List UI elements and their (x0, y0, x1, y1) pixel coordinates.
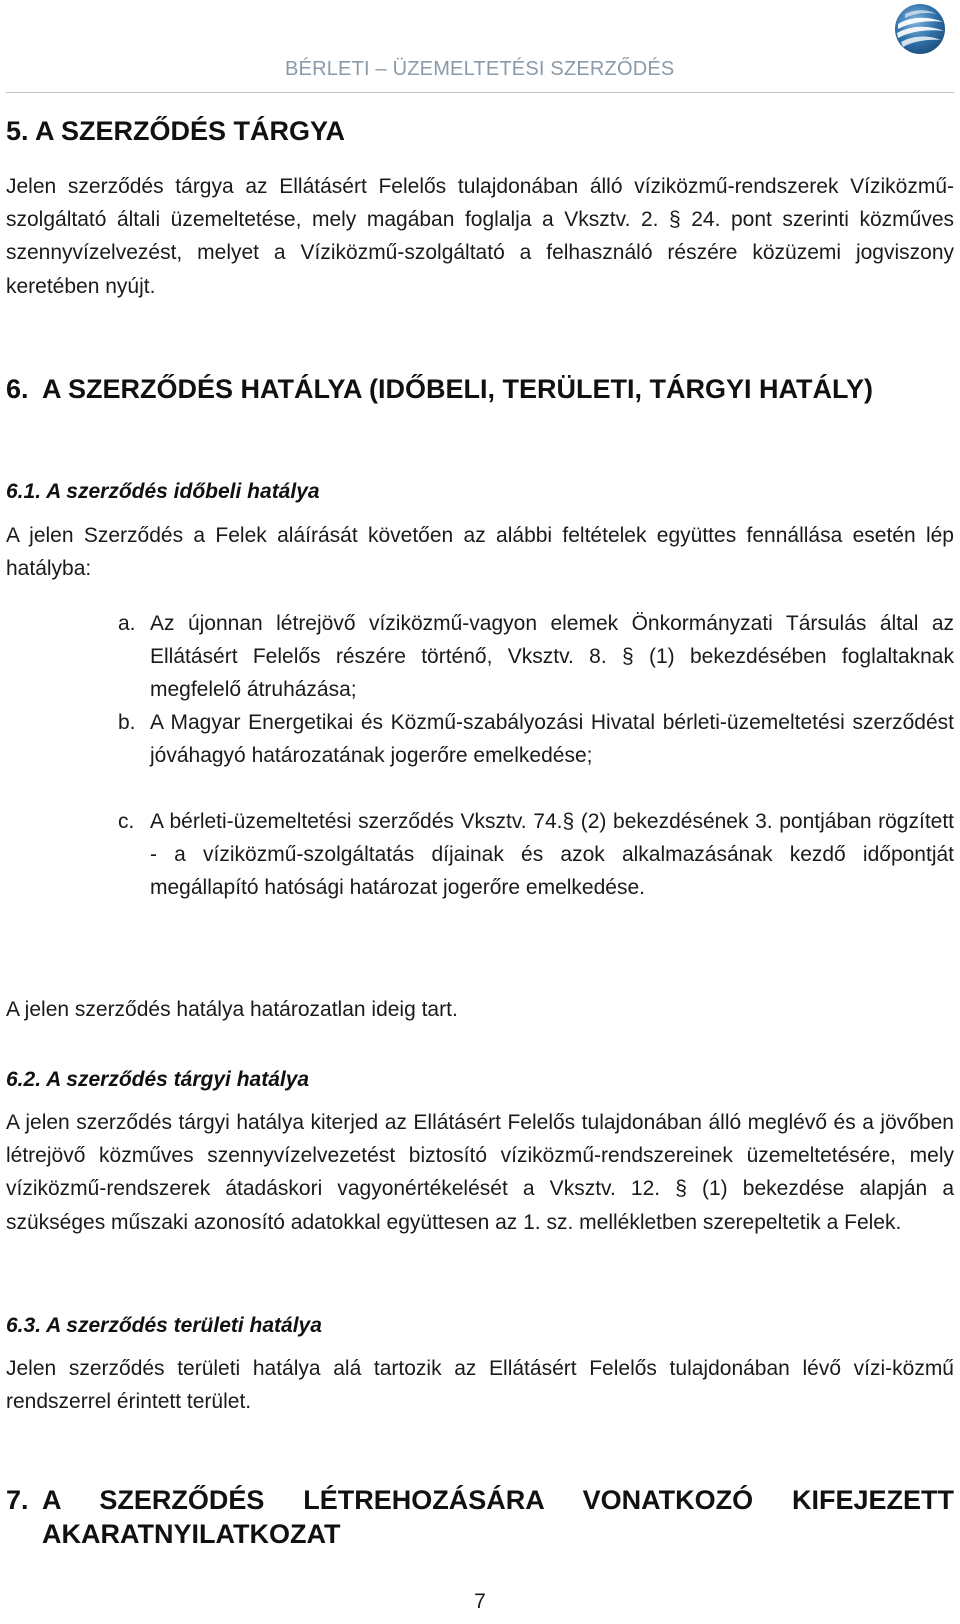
subsection-6-3-paragraph: Jelen szerződés területi hatálya alá tartozik az Ellátásért Felelős tulajdonában lévő vízi-közmű rendszerrel érintett terület. (6, 1357, 954, 1414)
list-item-label: c. (118, 810, 135, 833)
section-6-number: 6. (6, 374, 29, 404)
list-item-b (118, 706, 954, 806)
section-7-heading-block (6, 1483, 954, 1551)
list-item-text: Az újonnan létrejövő víziközmű-vagyon elemek Önkormányzati Társulás által az Ellátásért Felelős részére történő, Vksztv. 8. § (1) bekezdésében foglaltaknak megfelelő átruházása; (150, 612, 954, 702)
subsection-6-2-paragraph: A jelen szerződés tárgyi hatálya kiterjed az Ellátásért Felelős tulajdonában álló meglévő és a jövőben létrejövő közműves szennyvízelvezetést biztosító víziközmű-rendszereinek üzemeltetésére, mely víziközmű-rendszerek átadáskori vagyonértékelését a Vksztv. 12. § (1) bekezdése alapján a szükséges műszaki azonosító adatokkal együttesen az 1. sz. mellékletben szerepeltetik a Felek. (6, 1111, 954, 1234)
list-item-text: A Magyar Energetikai és Közmű-szabályozási Hivatal bérleti-üzemeltetési szerződést jóváhagyó határozatának jogerőre emelkedése; (150, 711, 954, 768)
section-6-heading: A SZERZŐDÉS HATÁLYA (IDŐBELI, TERÜLETI, TÁRGYI HATÁLY) (42, 374, 874, 404)
subsection-6-3-heading: 6.3. A szerződés területi hatálya (6, 1314, 322, 1337)
section-7-heading: A SZERZŐDÉS LÉTREHOZÁSÁRA VONATKOZÓ KIFEJEZETT AKARATNYILATKOZAT (42, 1485, 954, 1549)
header-divider (6, 92, 954, 93)
list-item-text: A bérleti-üzemeltetési szerződés Vksztv. 74.§ (2) bekezdésének 3. pontjában rögzített - a víziközmű-szolgáltatás díjainak és azok alkalmazásának kezdő időpontját megállapító hatósági határozat jogerőre emelkedése. (150, 810, 954, 900)
section-6-heading-block (6, 372, 954, 440)
document-header-title: BÉRLETI – ÜZEMELTETÉSI SZERZŐDÉS (285, 58, 675, 80)
list-item-label: b. (118, 711, 136, 734)
subsection-6-1-closing: A jelen szerződés hatálya határozatlan ideig tart. (6, 998, 458, 1021)
subsection-6-1-heading: 6.1. A szerződés időbeli hatálya (6, 480, 320, 503)
section-7-number: 7. (6, 1485, 29, 1515)
subsection-6-1-intro: A jelen Szerződés a Felek aláírását követően az alábbi feltételek együttes fennállása esetén lép hatályba: (6, 524, 954, 581)
section-5-paragraph: Jelen szerződés tárgya az Ellátásért Felelős tulajdonában álló víziközmű-rendszerek Víziközmű-szolgáltató általi üzemeltetése, mely magában foglalja a Vksztv. 2. § 24. pont szerinti közműves szennyvízelvezést, melyet a Víziközmű-szolgáltató a felhasználó részére közüzemi jogviszony keretében nyújt. (6, 175, 954, 298)
subsection-6-2-heading: 6.2. A szerződés tárgyi hatálya (6, 1068, 310, 1091)
list-item-c (118, 805, 954, 939)
section-5-heading: 5. A SZERZŐDÉS TÁRGYA (6, 116, 346, 146)
list-item-label: a. (118, 612, 136, 635)
globe-swirl-logo-icon (893, 2, 947, 56)
page-number: 7 (474, 1590, 486, 1613)
list-item-a (118, 607, 954, 707)
